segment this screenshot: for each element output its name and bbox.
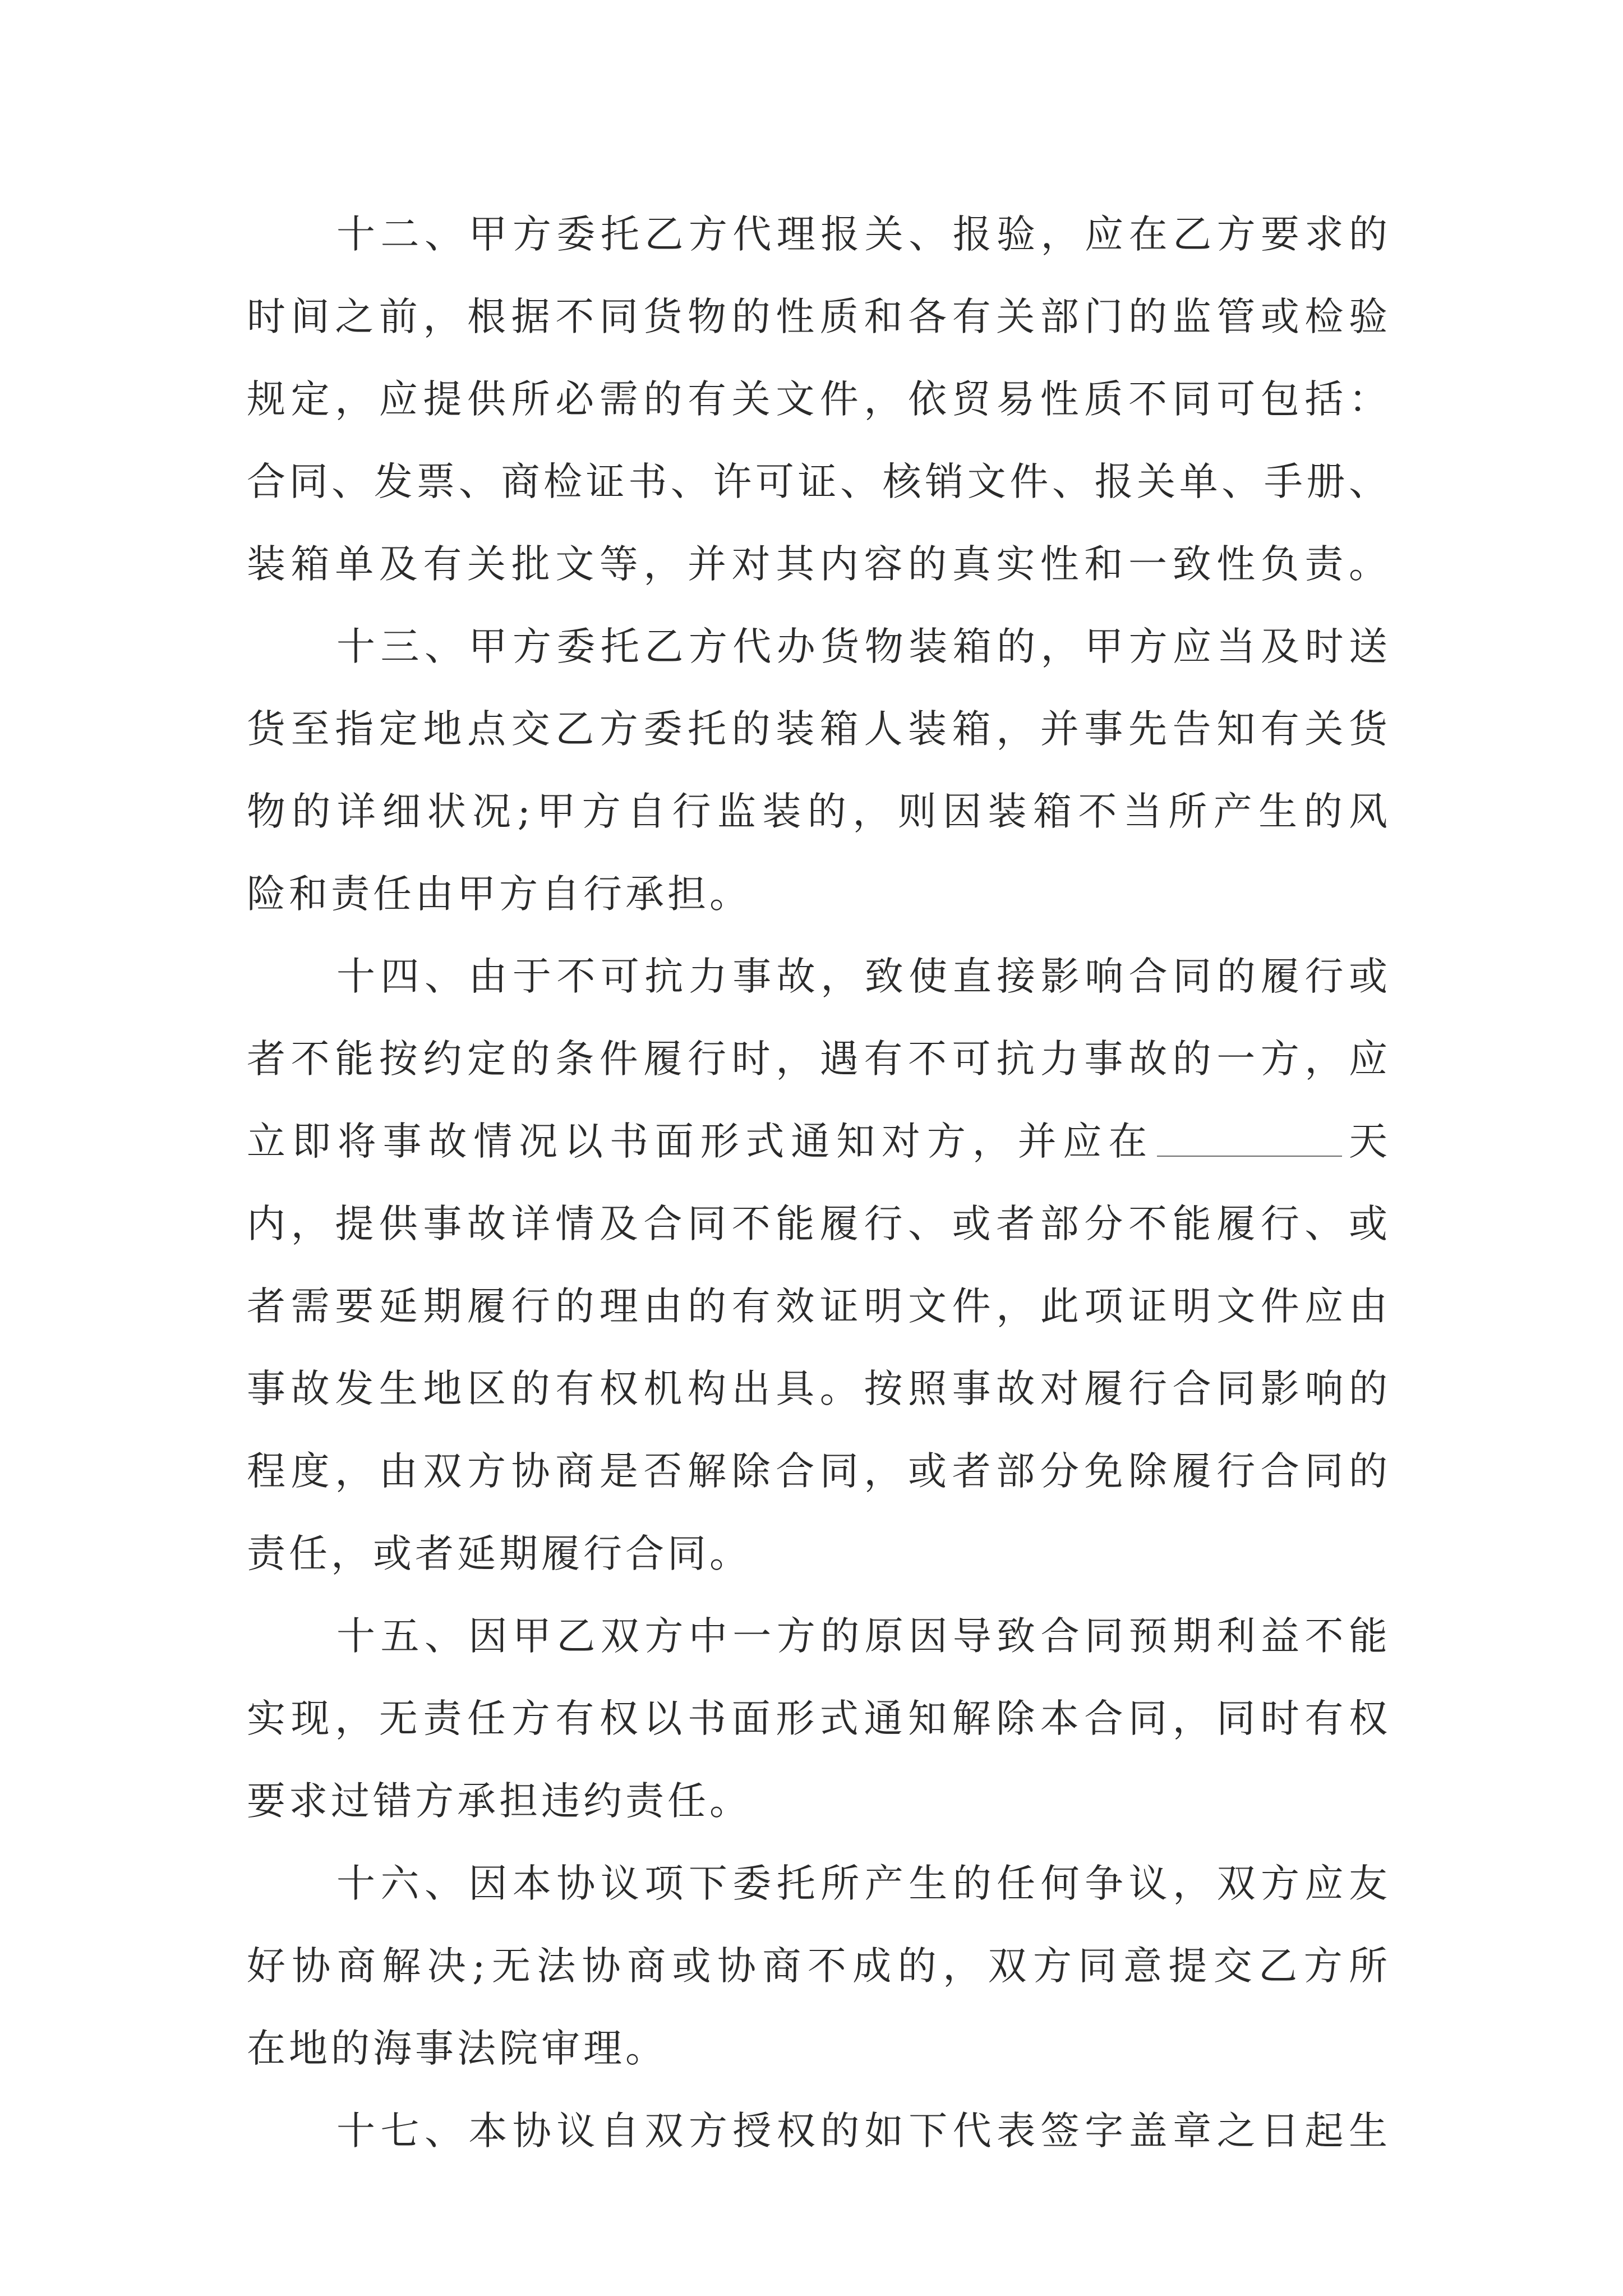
clause-12-line-3: 规定，应提供所必需的有关文件，依贸易性质不同可包括： <box>247 377 1391 422</box>
clause-14-line-1: 十四、由于不可抗力事故，致使直接影响合同的履行或 <box>336 954 1391 999</box>
clause-13-line-4: 险和责任由甲方自行承担。 <box>247 872 751 917</box>
clause-14-line-7: 程度，由双方协商是否解除合同，或者部分免除履行合同的 <box>247 1449 1391 1494</box>
clause-16-line-1: 十六、因本协议项下委托所产生的任何争议，双方应友 <box>336 1861 1391 1906</box>
clause-15-line-2: 实现，无责任方有权以书面形式通知解除本合同，同时有权 <box>247 1696 1391 1741</box>
clause-14-line-6: 事故发生地区的有权机构出具。按照事故对履行合同影响的 <box>247 1366 1391 1411</box>
clause-16-line-2: 好协商解决;无法协商或协商不成的，双方同意提交乙方所 <box>247 1944 1391 1989</box>
clause-12-line-2: 时间之前，根据不同货物的性质和各有关部门的监管或检验 <box>247 295 1391 339</box>
clause-14-line-3 <box>247 1108 1391 1175</box>
clause-13-line-1: 十三、甲方委托乙方代办货物装箱的，甲方应当及时送 <box>336 624 1391 669</box>
clause-13-line-3: 物的详细状况;甲方自行监装的，则因装箱不当所产生的风 <box>247 789 1391 834</box>
clause-13-line-2: 货至指定地点交乙方委托的装箱人装箱，并事先告知有关货 <box>247 707 1391 752</box>
clause-16-line-3: 在地的海事法院审理。 <box>247 2026 667 2071</box>
clause-15-line-3: 要求过错方承担违约责任。 <box>247 1779 751 1824</box>
clause-15-line-1: 十五、因甲乙双方中一方的原因导致合同预期利益不能 <box>336 1614 1391 1659</box>
clause-14-line-3-text: 立即将事故情况以书面形式通知对方，并应在 <box>247 1119 1154 1164</box>
clause-12-line-4: 合同、发票、商检证书、许可证、核销文件、报关单、手册、 <box>247 459 1391 504</box>
clause-14-days-unit: 天 <box>1345 1119 1391 1164</box>
clause-17-line-1: 十七、本协议自双方授权的如下代表签字盖章之日起生 <box>336 2109 1391 2154</box>
clause-12-line-1: 十二、甲方委托乙方代理报关、报验，应在乙方要求的 <box>336 212 1391 257</box>
clause-14-line-5: 者需要延期履行的理由的有效证明文件，此项证明文件应由 <box>247 1284 1391 1329</box>
clause-14-line-2: 者不能按约定的条件履行时，遇有不可抗力事故的一方，应 <box>247 1037 1391 1082</box>
days-blank-field[interactable] <box>1157 1111 1342 1157</box>
clause-14-line-4: 内，提供事故详情及合同不能履行、或者部分不能履行、或 <box>247 1202 1391 1246</box>
clause-14-line-8: 责任，或者延期履行合同。 <box>247 1531 751 1576</box>
clause-12-line-5: 装箱单及有关批文等，并对其内容的真实性和一致性负责。 <box>247 542 1391 587</box>
